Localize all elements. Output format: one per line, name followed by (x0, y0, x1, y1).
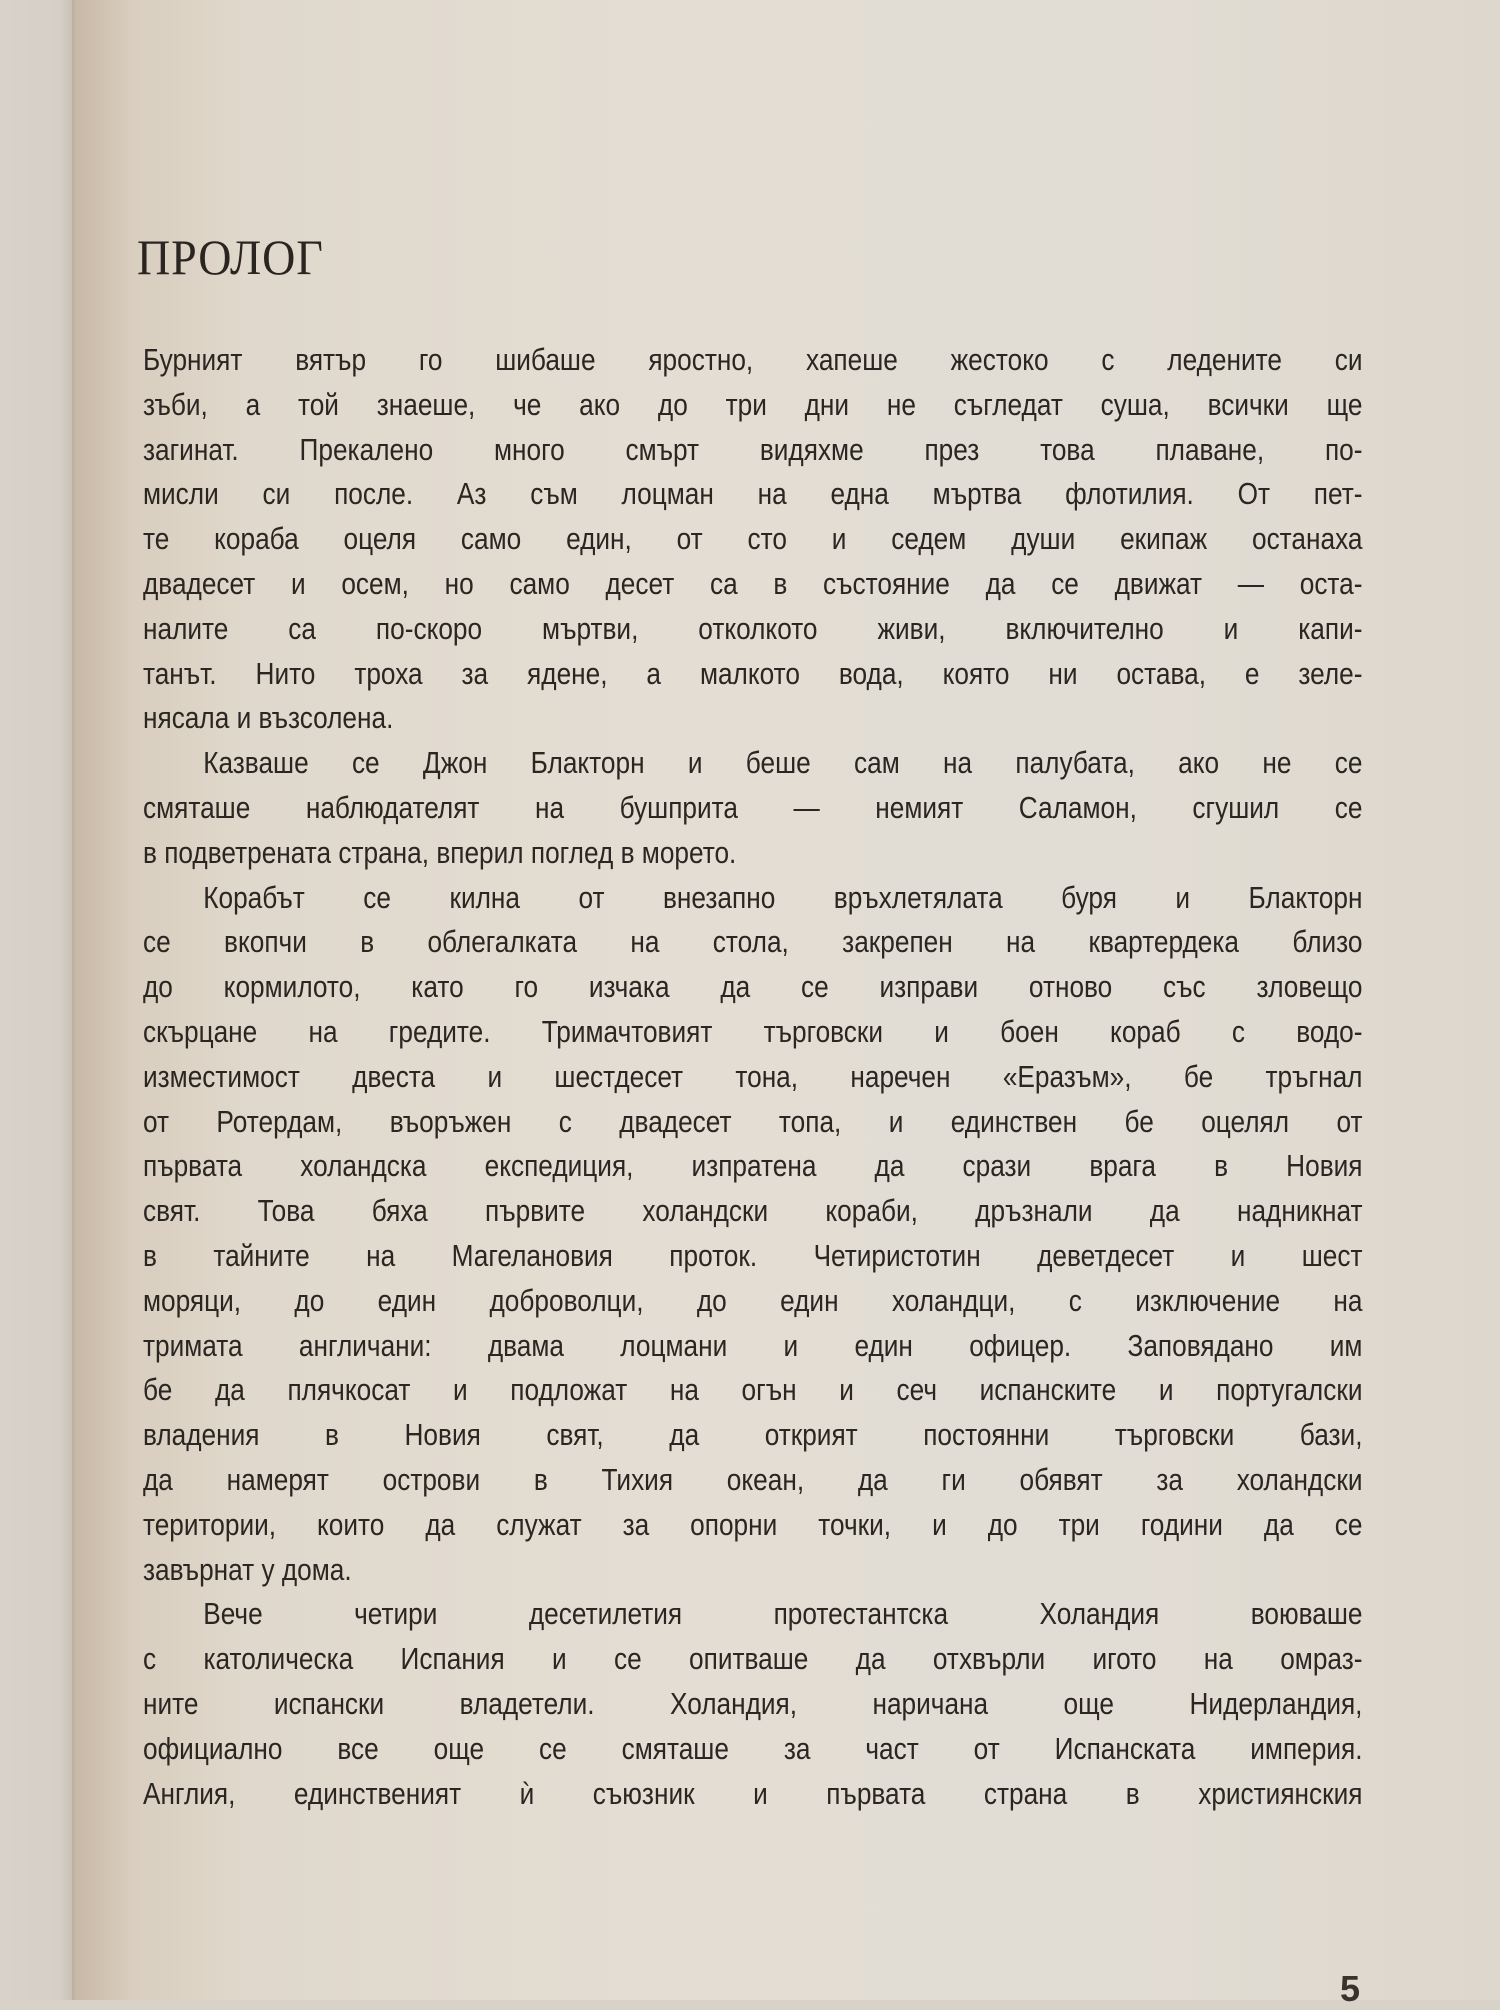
text-line: те кораба оцеля само един, от сто и седем души екипаж останаха (143, 522, 1363, 557)
text-line: се вкопчи в облегалката на стола, закрепен на квартердека близо (143, 925, 1363, 960)
text-line: зъби, а той знаеше, че ако до три дни не съгледат суша, всички ще (143, 387, 1363, 422)
text-line: Корабът се килна от внезапно връхлетялата буря и Блакторн (203, 880, 1363, 915)
text-line: моряци, до един доброволци, до един холандци, с изключение на (143, 1283, 1363, 1318)
body-text (143, 338, 1363, 1816)
previous-page-edge (0, 0, 74, 2000)
text-line: с католическа Испания и се опитваше да отхвърли игото на омраз- (143, 1642, 1363, 1677)
text-line: Англия, единственият ѝ съюзник и първата страна в християнския (143, 1776, 1363, 1811)
text-line: танът. Нито троха за ядене, а малкото вода, която ни остава, е зеле- (143, 656, 1363, 691)
text-line: Вече четири десетилетия протестантска Холандия воюваше (203, 1597, 1363, 1632)
chapter-title: ПРОЛОГ (137, 229, 324, 285)
text-line: до кормилото, като го изчака да се изправи отново със зловещо (143, 970, 1363, 1005)
text-line: владения в Новия свят, да открият постоянни търговски бази, (143, 1418, 1363, 1453)
text-line: в подветрената страна, вперил поглед в морето. (143, 835, 737, 870)
text-line: в тайните на Магелановия проток. Четиристотин деветдесет и шест (143, 1238, 1363, 1273)
text-line: бе да плячкосат и подложат на огън и сеч испанските и португалски (143, 1373, 1363, 1408)
text-line: изместимост двеста и шестдесет тона, наречен «Еразъм», бе тръгнал (143, 1059, 1363, 1094)
text-line: Бурният вятър го шибаше яростно, хапеше жестоко с ледените си (143, 343, 1363, 377)
text-line: свят. Това бяха първите холандски кораби, дръзнали да надникнат (143, 1194, 1363, 1229)
text-line: завърнат у дома. (143, 1552, 352, 1587)
text-line: нясала и възсолена. (143, 701, 394, 736)
text-line: тримата англичани: двама лоцмани и един офицер. Заповядано им (143, 1328, 1363, 1363)
text-line: мисли си после. Аз съм лоцман на една мъртва флотилия. От пет- (143, 477, 1363, 512)
text-line: смяташе наблюдателят на бушприта — немият Саламон, сгушил се (143, 790, 1363, 825)
text-line: двадесет и осем, но само десет са в състояние да се движат — оста- (143, 566, 1363, 601)
text-line: ните испански владетели. Холандия, наричана още Нидерландия, (143, 1686, 1363, 1721)
text-line: първата холандска експедиция, изпратена да срази врага в Новия (143, 1149, 1363, 1184)
text-line: от Ротердам, въоръжен с двадесет топа, и единствен бе оцелял от (143, 1104, 1363, 1139)
text-line: Казваше се Джон Блакторн и беше сам на палубата, ако не се (203, 746, 1363, 781)
text-line: официално все още се смяташе за част от Испанската империя. (143, 1731, 1363, 1766)
page-number: 5 (1340, 1968, 1361, 2009)
text-line: да намерят острови в Тихия океан, да ги обявят за холандски (143, 1462, 1363, 1497)
text-line: загинат. Прекалено много смърт видяхме през това плаване, по- (143, 432, 1363, 467)
text-line: територии, които да служат за опорни точки, и до три години да се (143, 1507, 1363, 1542)
text-line: налите са по-скоро мъртви, отколкото живи, включително и капи- (143, 611, 1363, 646)
text-line: скърцане на гредите. Тримачтовият търговски и боен кораб с водо- (143, 1014, 1363, 1049)
